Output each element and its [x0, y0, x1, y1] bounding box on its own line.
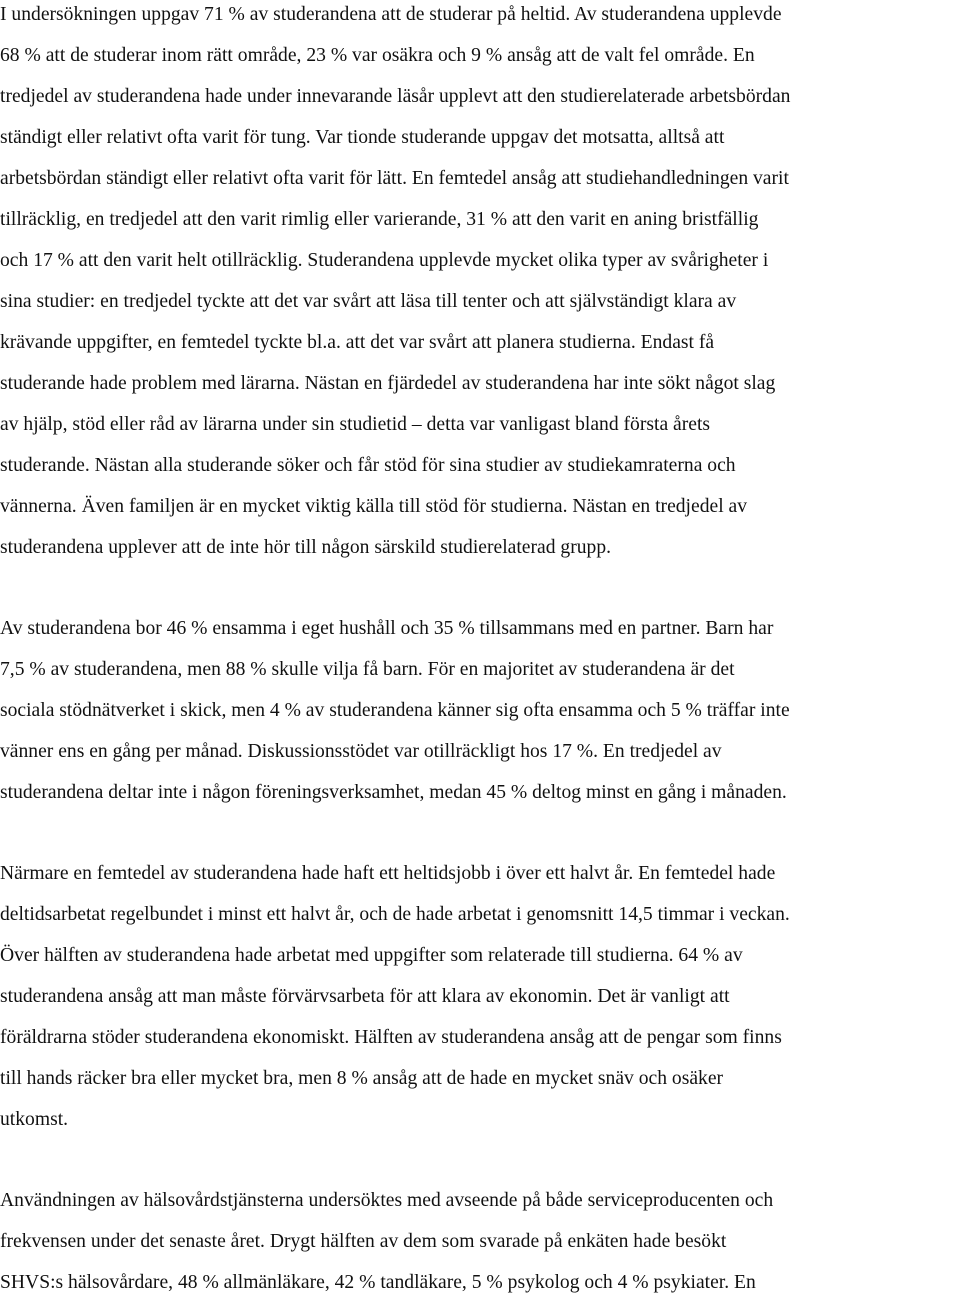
text-line: studerande. Nästan alla studerande söker och får stöd för sina studier av studiekamraterna och: [0, 455, 736, 476]
paragraph-health-services: [0, 1180, 960, 1299]
text-line: 7,5 % av studerandena, men 88 % skulle vilja få barn. För en majoritet av studerandena är det: [0, 659, 735, 680]
text-line: föräldrarna stöder studerandena ekonomiskt. Hälften av studerandena ansåg att de pengar som finns: [0, 1027, 782, 1048]
text-line: krävande uppgifter, en femtedel tyckte bl.a. att det var svårt att planera studierna. Endast få: [0, 332, 715, 353]
text-line: sociala stödnätverket i skick, men 4 % av studerandena känner sig ofta ensamma och 5 % träffar inte: [0, 700, 790, 721]
paragraph-study-experience: [0, 0, 960, 568]
text-line: av hjälp, stöd eller råd av lärarna under sin studietid – detta var vanligast bland första årets: [0, 414, 711, 435]
text-line: ständigt eller relativt ofta varit för tung. Var tionde studerande uppgav det motsatta, alltså att: [0, 127, 725, 148]
text-line: vännerna. Även familjen är en mycket viktig källa till stöd för studierna. Nästan en tredjedel av: [0, 496, 748, 517]
text-line: tredjedel av studerandena hade under innevarande läsår upplevt att den studierelaterade arbetsbördan: [0, 86, 791, 107]
text-line: Över hälften av studerandena hade arbetat med uppgifter som relaterade till studierna. 64 % av: [0, 945, 743, 966]
text-line: Av studerandena bor 46 % ensamma i eget hushåll och 35 % tillsammans med en partner. Barn har: [0, 618, 774, 639]
text-line: sina studier: en tredjedel tyckte att det var svårt att läsa till tenter och att självständigt klara av: [0, 291, 737, 312]
text-line: studerandena upplever att de inte hör till någon särskild studierelaterad grupp.: [0, 537, 612, 558]
text-line: studerandena deltar inte i någon föreningsverksamhet, medan 45 % deltog minst en gång i månaden.: [0, 782, 787, 803]
text-line: utkomst.: [0, 1109, 69, 1130]
text-line: tillräcklig, en tredjedel att den varit rimlig eller varierande, 31 % att den varit en aning bristfällig: [0, 209, 759, 230]
paragraph-work-and-economy: [0, 853, 960, 1140]
text-line: 68 % att de studerar inom rätt område, 23 % var osäkra och 9 % ansåg att de valt fel område. En: [0, 45, 755, 66]
text-line: Användningen av hälsovårdstjänsterna undersöktes med avseende på både serviceproducenten och: [0, 1190, 774, 1211]
paragraph-living-situation: [0, 608, 960, 813]
text-line: deltidsarbetat regelbundet i minst ett halvt år, och de hade arbetat i genomsnitt 14,5 timmar i veckan.: [0, 904, 790, 925]
text-line: arbetsbördan ständigt eller relativt ofta varit för lätt. En femtedel ansåg att studiehandledningen varit: [0, 168, 789, 189]
text-line: Närmare en femtedel av studerandena hade haft ett heltidsjobb i över ett halvt år. En femtedel hade: [0, 863, 776, 884]
text-line: SHVS:s hälsovårdare, 48 % allmänläkare, 42 % tandläkare, 5 % psykolog och 4 % psykiater. En: [0, 1272, 756, 1293]
text-line: studerandena ansåg att man måste förvärvsarbeta för att klara av ekonomin. Det är vanligt att: [0, 986, 730, 1007]
text-line: och 17 % att den varit helt otillräcklig. Studerandena upplevde mycket olika typer av svårigheter i: [0, 250, 769, 271]
text-line: frekvensen under det senaste året. Drygt hälften av dem som svarade på enkäten hade besökt: [0, 1231, 727, 1252]
text-line: till hands räcker bra eller mycket bra, men 8 % ansåg att de hade en mycket snäv och osäker: [0, 1068, 724, 1089]
text-line: studerande hade problem med lärarna. Nästan en fjärdedel av studerandena har inte sökt något slag: [0, 373, 776, 394]
text-line: vänner ens en gång per månad. Diskussionsstödet var otillräckligt hos 17 %. En tredjedel av: [0, 741, 722, 762]
text-line: I undersökningen uppgav 71 % av studerandena att de studerar på heltid. Av studerandena upplevde: [0, 4, 782, 25]
